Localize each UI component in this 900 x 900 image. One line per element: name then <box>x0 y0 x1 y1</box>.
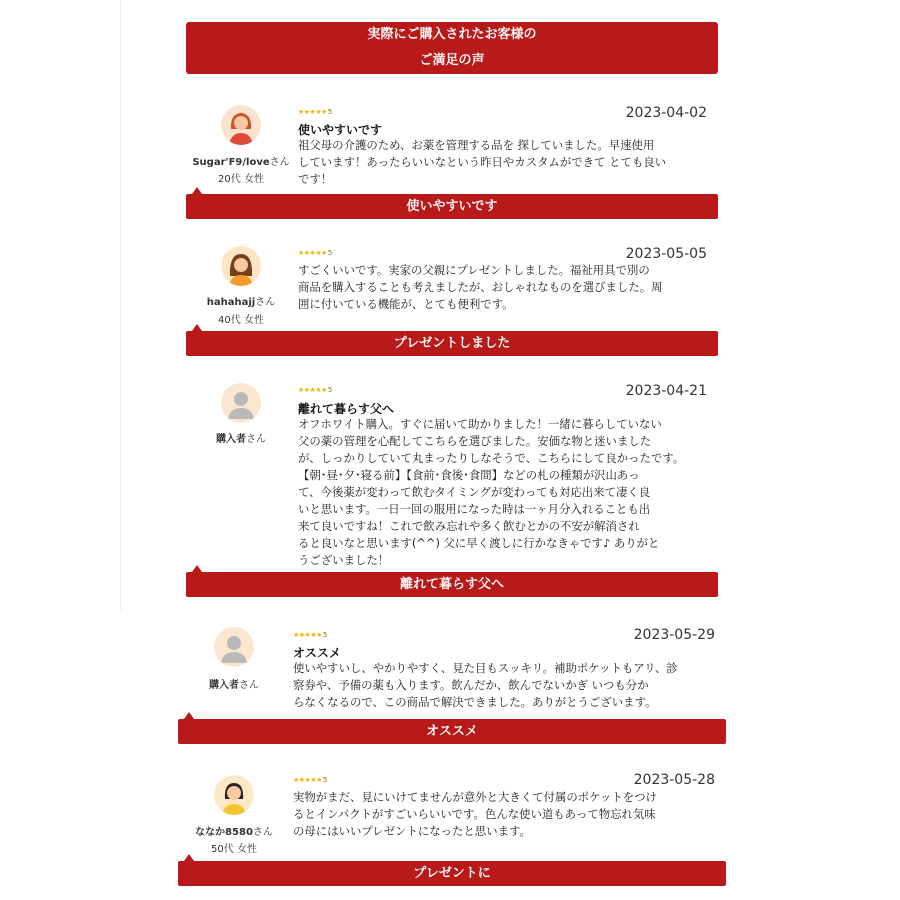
woman-orange-avatar-icon <box>221 246 261 286</box>
default-user-avatar-icon <box>221 383 261 423</box>
star-rating: ★★★★★5 <box>293 776 328 784</box>
review-body: 祖父母の介護のため、お薬を管理する品を 探していました。早速使用 しています！あったらいいなという昨日やカスタムができて とても良い です！ <box>298 138 667 186</box>
review-body: 実物がまだ、見にいけてませんが意外と大きくて付属のポケットをつけ るとインパクトがすごいらいいです。色んな使い道もあって物忘れ気味 の母にはいいプレゼントになったと思います。 <box>293 790 657 838</box>
review-body: すごくいいです。実家の父親にプレゼントしました。福祉用具で別の 商品を購入することも考えましたが、おしゃれなものを選びました。周 囲に付いている機能が、とても便利です。 <box>298 263 663 311</box>
review-date: 2023-05-05 <box>625 246 707 262</box>
review-date: 2023-04-02 <box>625 105 707 121</box>
reviewer-name: hahahajjさん <box>206 297 276 308</box>
review-body: 使いやすいし、やかりやすく、見た目もスッキリ。補助ポケットもアリ、診 察券や、予備の薬も入ります。飲んだか、飲んでないかぎ いつも分か らなくなるので、この商品で解決できました。ありがとうございます。 <box>293 661 678 709</box>
review-body: オフホワイト購入。すぐに届いて助かりました！一緒に暮らしていない 父の薬の管理を心配してこちらを選びました。安価な物と迷いました が、しっかりしていて丸まったりしなそうで、こちらにして良かったです。 【朝･昼･夕･寝る前】【食前･食後･食間】などの札の種類が沢山あっ て、今後薬が変わって飲むタイミングが変わっても対応出来て凄く良 いと思います。一日一回の服用になった時は一ヶ月分入れることも出 来て良いですね！これで飲み忘れや多く飲むとかの不安が解消され ると良いなと思います(^^) 父に早く渡しに行かなきゃです♪ ありがと うございました！ <box>298 417 685 567</box>
divider <box>120 0 121 610</box>
review-banner: プレゼントに <box>178 861 726 886</box>
star-rating: ★★★★★5 <box>293 631 328 639</box>
section-header <box>186 22 718 74</box>
review-title: 離れて暮らす父へ <box>298 402 395 416</box>
review-banner: オススメ <box>178 719 726 744</box>
star-rating: ★★★★★5 <box>298 386 333 394</box>
reviewer-name: Sugar'F9/loveさん <box>192 157 290 168</box>
review-title: オススメ <box>293 646 341 660</box>
reviewer-name: 購入者さん <box>209 680 259 691</box>
reviewer-info: 20代 女性 <box>218 174 264 185</box>
woman-yellow-avatar-icon <box>214 775 254 815</box>
review-title: 使いやすいです <box>298 123 383 137</box>
reviewer-name: 購入者さん <box>216 434 266 445</box>
review-date: 2023-05-29 <box>633 627 715 643</box>
reviewer-info: 40代 女性 <box>218 315 264 326</box>
review-banner: 離れて暮らす父へ <box>186 572 718 597</box>
review-banner: 使いやすいです <box>186 194 718 219</box>
star-rating: ★★★★★5 <box>298 249 333 257</box>
review-banner: プレゼントしました <box>186 331 718 356</box>
star-rating: ★★★★★5 <box>298 108 333 116</box>
review-date: 2023-05-28 <box>633 772 715 788</box>
header-line1: 実際にご購入されたお客様の <box>367 27 537 42</box>
reviewer-name: ななか8580さん <box>195 827 273 838</box>
reviewer-info: 50代 女性 <box>211 844 257 855</box>
header-line2: ご満足の声 <box>419 53 485 68</box>
review-date: 2023-04-21 <box>625 383 707 399</box>
default-user-avatar-icon <box>214 627 254 667</box>
woman-red-avatar-icon <box>221 105 261 145</box>
